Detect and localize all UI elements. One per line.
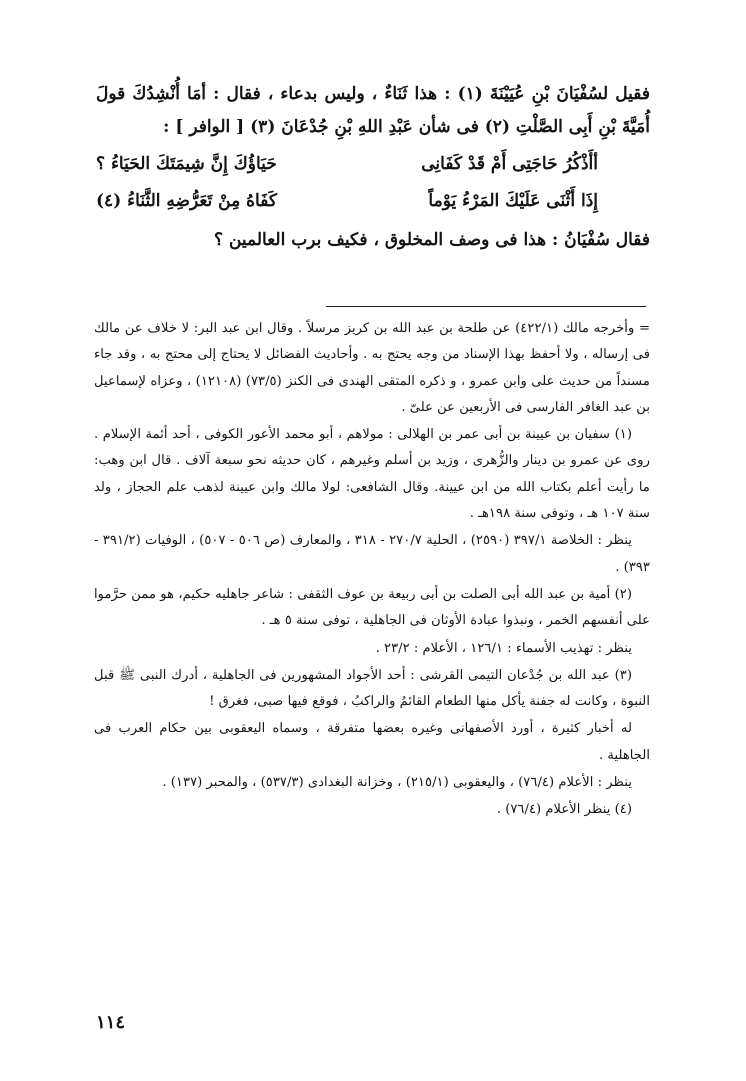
footnote-continued: = وأخرجه مالك (٤٢٢/١) عن طلحة بن عبد الله بن كريز مرسلاً . وقال ابن عبد البر: لا خلاف عن مالك فى إرساله ، ولا أحفظ بهذا الإسناد من وجه يحتج به . وأحاديث الفضائل لا يحتاج إلى محتج به ، وقد جاء مسنداً من حديث على وابن عمرو ، و ذكره المتقى الهندى فى الكنز (٧٣/٥) (١٢١٠٨) ، وعزاه لإسماعيل بن عبد الغافر الفارسى فى الأربعين عن علىّ .: [94, 321, 650, 415]
footnote-2: (٢) أمية بن عبد الله أبى الصلت بن أبى ربيعة بن عوف الثقفى : شاعر جاهليه حكيم، هو ممن حرَّموا على أنفسهم الخمر ، ونبذوا عبادة الأوثان فى الجاهلية ، توفى سنة ٥ هـ .: [94, 586, 650, 629]
verse-second-hemistich: كَفَاهُ مِنْ تَعَرُّضِهِ الثَّنَاءُ (٤): [96, 191, 277, 211]
main-paragraph: فقيل لسُفْيَانَ بْنِ عُيَيْنَةَ (١) : هذا ثَنَاءٌ ، وليس بدعاء ، فقال : أمَا أُنْشِدُكَ قولَ أُمَيَّةَ بْنِ أَبِى الصَّلْتِ (٢) فى شأن عَبْدِ اللهِ بْنِ جُدْعَانَ (٣) [ الوافر ] :: [96, 84, 651, 137]
footnote-separator: [326, 306, 646, 307]
main-text: [96, 78, 650, 257]
footnote-1: (١) سفيان بن عيينة بن أبى عمر بن الهلالى : مولاهم ، أبو محمد الأعور الكوفى ، أحد أئمة الإسلام . روى عن عمرو بن دينار والزُّهرى ، وزيد بن أسلم وغيرهم ، كان حديثه نحو سبعة آلاف . قال ابن وهب: ما رأيت أعلم بكتاب الله من ابن عيينة. وقال الشافعى: لولا مالك وابن عيينة لذهب علم الحجاز ، ولد سنة ١٠٧ هـ ، وتوفى سنة ١٩٨هـ .: [94, 427, 650, 522]
footnote-3: (٣) عبد الله بن جُدْعان التيمى القرشى : أحد الأجواد المشهورين فى الجاهلية ، أدرك النبى ﷺ قبل النبوة ، وكانت له جفنة يأكل منها الطعام القائمُ والراكبُ ، فوقع فيها صبى، فغرق !: [94, 667, 650, 710]
footnote-3-continued: له أخبار كثيرة ، أورد الأصفهانى وغيره بعضها متفرقة ، وسماه اليعقوبى بين حكام العرب فى الجاهلية .: [94, 721, 650, 763]
verse-first-hemistich: إِذَا أَثْنَى عَلَيْكَ المَرْءُ يَوْماً: [428, 191, 598, 211]
poem-verse: [96, 185, 650, 218]
footnotes: [94, 316, 650, 825]
page-number: ١١٤: [96, 1012, 126, 1033]
poem-verse: [96, 148, 650, 181]
verse-first-hemistich: أأَذْكُرُ حَاجَتِى أَمْ قَدْ كَفَانِى: [421, 154, 598, 174]
main-paragraph: فقال سُفْيَانُ : هذا فى وصف المخلوق ، فكيف برب العالمين ؟: [214, 230, 650, 250]
footnote-3-references: ينظر : الأعلام (٧٦/٤) ، واليعقوبى (٢١٥/١) ، وخزانة البغدادى (٥٣٧/٣) ، والمحبر (١٣٧) .: [162, 775, 632, 791]
footnote-4: (٤) ينظر الأعلام (٧٦/٤) .: [496, 802, 632, 818]
footnote-1-references: ينظر : الخلاصة ٣٩٧/١ (٢٥٩٠) ، الحلية ٢٧٠/٧ - ٣١٨ ، والمعارف (ص ٥٠٦ - ٥٠٧) ، الوفيات (٣٩١/٢ - ٣٩٣) .: [94, 533, 650, 575]
footnote-2-references: ينظر : تهذيب الأسماء : ١٢٦/١ ، الأعلام : ٢٣/٢ .: [375, 640, 632, 656]
verse-second-hemistich: حَيَاؤُكَ إِنَّ شِيمَتَكَ الحَيَاءُ ؟: [96, 154, 277, 174]
